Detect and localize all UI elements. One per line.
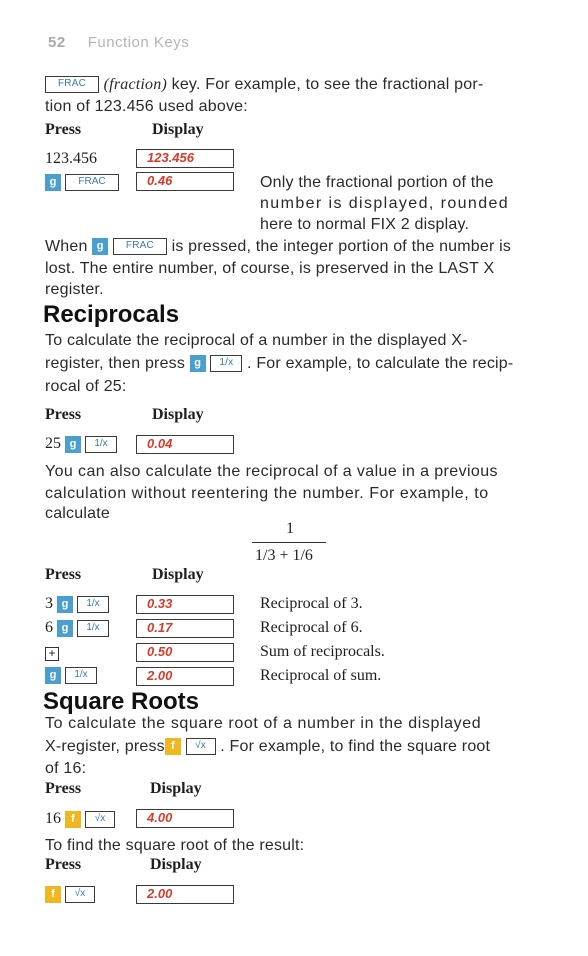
recip-p2b: . For example, to calculate the recip- [247,355,514,372]
sqrt-press-label-2: Press [45,856,82,873]
recip-q3: calculate [45,505,110,522]
recip-ex1-display: 0.04 [136,435,234,454]
recip-row1-display: 0.33 [136,595,234,614]
recip-key-3: 1/x [77,596,109,613]
row1-display: 123.456 [136,149,234,168]
frac-key: FRAC [45,76,99,93]
frac-denominator: 1/3 + 1/6 [255,547,313,564]
sqrt-p1: To calculate the square root of a number in the displayed [45,715,482,732]
recip-row4-keys [45,666,97,684]
sqrt-key: √x [186,738,216,755]
recip-p3: rocal of 25: [45,378,127,395]
page-number: 52 [48,34,66,51]
frac-key-2: FRAC [65,174,119,191]
recip-row4-note: Reciprocal of sum. [260,667,382,684]
f-key-2: f [65,811,81,828]
row2-keys [45,173,119,191]
sqrt-press-label: Press [45,780,82,797]
sqrt-p2 [45,737,545,757]
recip-q1: You can also calculate the reciprocal of a value in a previous [45,463,498,480]
recip-row1-note: Reciprocal of 3. [260,595,363,612]
f-key-3: f [45,886,61,903]
sqrt-p4: To find the square root of the result: [45,837,305,854]
recip-row2-input: 6 [45,619,53,636]
recip-p2a: register, then press [45,355,186,372]
sqrt-display-label-2: Display [150,856,202,873]
frac-italic: (fraction) [103,76,167,93]
frac-para-line3: register. [45,281,104,298]
row1-input: 123.456 [45,150,97,167]
display-label: Display [152,121,204,138]
recip-row1-keys [45,594,109,614]
section-title: Function Keys [87,34,190,51]
recip-display-label-2: Display [152,566,204,583]
frac-numerator: 1 [286,520,294,537]
frac-intro-line2: tion of 123.456 used above: [45,98,248,115]
sqrt-key-2: √x [85,811,115,828]
frac-note3: here to normal FIX 2 display. [260,216,470,233]
g-key-3: g [92,238,108,255]
g-key: g [45,174,61,191]
sqrt-p2b: . For example, to find the square root [220,738,491,755]
recip-row3-note: Sum of reciprocals. [260,643,385,660]
frac-note2: number is displayed, rounded [260,195,510,212]
press-label: Press [45,121,82,138]
when-text: When [45,238,88,255]
recip-q2: calculation without reentering the number. For example, to [45,485,489,502]
fraction-bar [252,542,326,543]
sqrt-key-3: √x [65,886,95,903]
recip-p2 [45,354,545,374]
recip-key-5: 1/x [65,667,97,684]
sqrt-ex1-display: 4.00 [136,809,234,828]
frac-note1: Only the fractional portion of the [260,174,494,191]
recip-row1-input: 3 [45,595,53,612]
recip-key-4: 1/x [77,620,109,637]
reciprocals-heading: Reciprocals [43,301,180,328]
recip-row3-keys [45,644,59,662]
g-key-6: g [57,596,73,613]
recip-row2-keys [45,618,109,638]
row2-display: 0.46 [136,172,234,191]
recip-key: 1/x [210,355,242,372]
recip-press-label-2: Press [45,566,82,583]
frac-para-line2: lost. The entire number, of course, is preserved in the LAST X [45,260,495,277]
sqrt-ex1-input: 16 [45,810,61,827]
recip-ex1-input: 25 [45,435,61,452]
frac-intro-line1 [45,75,545,95]
recip-row2-display: 0.17 [136,619,234,638]
sqrt-ex1-keys [45,809,115,829]
g-key-8: g [45,667,61,684]
f-key: f [165,738,181,755]
sqrt-display-label: Display [150,780,202,797]
recip-key-2: 1/x [85,436,117,453]
recip-row2-note: Reciprocal of 6. [260,619,363,636]
page-header [48,34,189,51]
sqrt-p2a: X-register, press [45,738,165,755]
g-key-7: g [57,620,73,637]
recip-press-label: Press [45,406,82,423]
recip-display-label: Display [152,406,204,423]
recip-row3-display: 0.50 [136,643,234,662]
recip-row4-display: 2.00 [136,667,234,686]
frac-para-rest: is pressed, the integer portion of the number is [166,238,512,255]
frac-key-3: FRAC [113,238,167,255]
recip-p1: To calculate the reciprocal of a number in the displayed X- [45,332,468,349]
frac-para-line1 [45,237,545,257]
plus-key: + [45,647,59,661]
sqrt-ex2-keys [45,885,95,903]
sqrt-p3: of 16: [45,760,87,777]
recip-ex1-keys [45,434,117,454]
frac-line1-rest: key. For example, to see the fractional por- [166,76,484,93]
sqrt-ex2-display: 2.00 [136,885,234,904]
g-key-5: g [65,436,81,453]
square-roots-heading: Square Roots [43,688,200,715]
g-key-4: g [190,355,206,372]
